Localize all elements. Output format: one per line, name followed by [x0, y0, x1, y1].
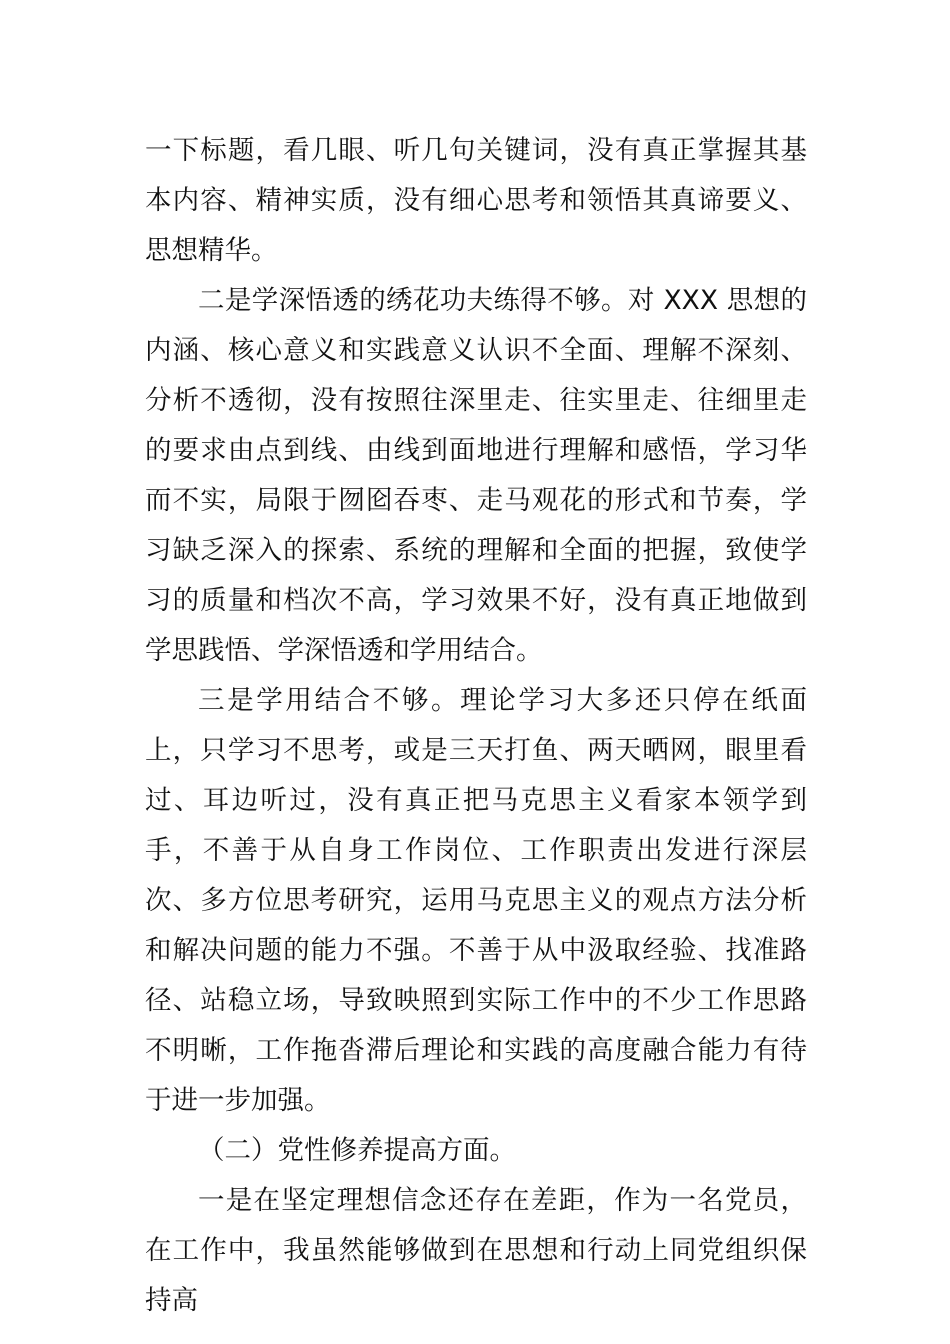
- paragraph-continuation: 一下标题，看几眼、听几句关键词，没有真正掌握其基本内容、精神实质，没有细心思考和领悟其真谛要义、思想精华。: [145, 135, 807, 266]
- paragraph-study-application: 三是学用结合不够。理论学习大多还只停在纸面上，只学习不思考，或是三天打鱼、两天晒网，眼里看过、耳边听过，没有真正把马克思主义看家本领学到手，不善于从自身工作岗位、工作职责出发进行深层次、多方位思考研究，运用马克思主义的观点方法分析和解决问题的能力不强。不善于从中汲取经验、找准路径、站稳立场，导致映照到实际工作中的不少工作思路不明晰，工作拖沓滞后理论和实践的高度融合能力有待于进一步加强。: [145, 685, 807, 1116]
- document-body: [145, 126, 807, 1326]
- paragraph-ideals-beliefs: 一是在坚定理想信念还存在差距，作为一名党员，在工作中，我虽然能够做到在思想和行动上同党组织保持高: [145, 1185, 807, 1316]
- paragraph-study-depth: 二是学深悟透的绣花功夫练得不够。对 XXX 思想的内涵、核心意义和实践意义认识不全面、理解不深刻、分析不透彻，没有按照往深里走、往实里走、往细里走的要求由点到线、由线到面地进行理解和感悟，学习华而不实，局限于囫囵吞枣、走马观花的形式和节奏，学习缺乏深入的探索、系统的理解和全面的把握，致使学习的质量和档次不高，学习效果不好，没有真正地做到学思践悟、学深悟透和学用结合。: [145, 285, 807, 666]
- section-heading-party-spirit: （二）党性修养提高方面。: [198, 1135, 516, 1166]
